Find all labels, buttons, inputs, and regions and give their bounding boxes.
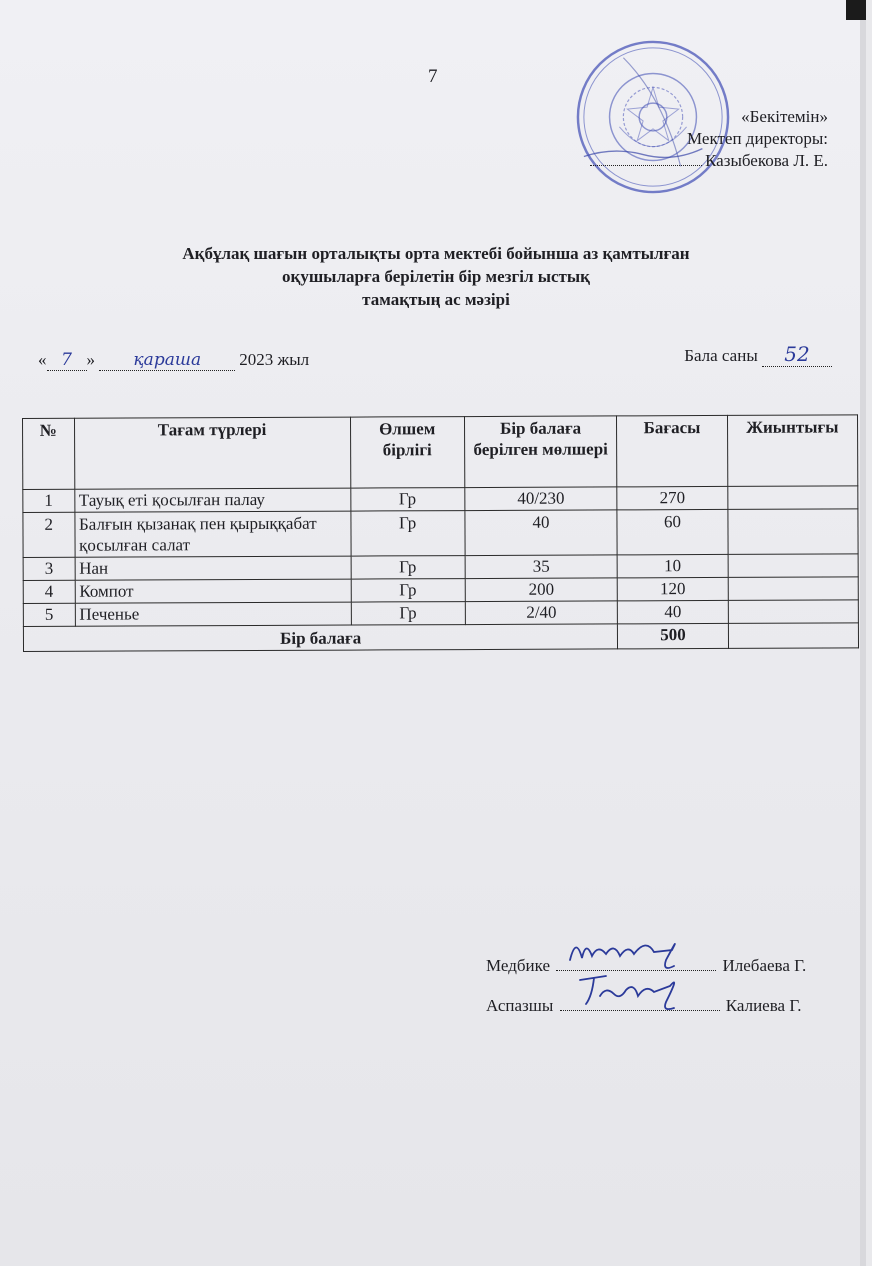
page-edge (860, 0, 866, 1266)
cell-num: 2 (23, 512, 75, 557)
cell-name: Балғын қызанақ пен қырыққабат қосылған салат (74, 511, 350, 557)
header-price: Бағасы (617, 415, 727, 486)
title-line-2: оқушыларға берілетін бір мезгіл ыстық (282, 267, 590, 286)
children-count-label: Бала саны (684, 346, 758, 365)
date-year: 2023 жыл (239, 350, 310, 369)
cell-name: Печенье (75, 602, 351, 626)
cell-price: 120 (618, 577, 728, 600)
cell-name: Нан (75, 556, 351, 580)
summary-label: Бір балаға (23, 624, 617, 652)
date-line (38, 350, 309, 371)
cook-signature-field (560, 996, 720, 1011)
approval-block (590, 106, 828, 172)
cook-name: Калиева Г. (725, 996, 802, 1015)
cell-price: 270 (617, 486, 727, 509)
director-signature-line (590, 165, 702, 166)
cell-total (728, 554, 859, 578)
header-name: Тағам түрлері (74, 417, 350, 489)
menu-table (22, 414, 859, 652)
approval-position: Мектеп директоры: (687, 129, 828, 148)
cell-amount: 200 (465, 578, 618, 602)
summary-price: 500 (618, 623, 728, 648)
nurse-signature-icon (562, 930, 702, 974)
cell-num: 4 (23, 580, 75, 603)
nurse-role: Медбике (486, 956, 550, 975)
cell-unit: Гр (350, 511, 464, 556)
page-corner-shadow (846, 0, 866, 20)
page-number: 7 (428, 66, 438, 87)
cell-price: 10 (617, 554, 727, 577)
cell-unit: Гр (350, 488, 464, 511)
cell-total (728, 577, 859, 601)
cell-amount: 40 (465, 510, 618, 556)
cell-amount: 40/230 (465, 487, 618, 511)
nurse-signature-field (556, 956, 716, 971)
cell-num: 1 (23, 489, 75, 512)
date-month: қараша (99, 350, 235, 371)
cell-unit: Гр (351, 602, 465, 625)
header-total: Жиынтығы (727, 415, 858, 487)
cook-role: Аспазшы (486, 996, 554, 1015)
date-close-quote: » (86, 350, 95, 369)
children-count (684, 342, 832, 367)
date-day: 7 (47, 350, 87, 371)
nurse-name: Илебаева Г. (722, 956, 807, 975)
header-amount: Бір балаға берілген мөлшері (464, 416, 617, 488)
cell-unit: Гр (351, 579, 465, 602)
cell-name: Тауық еті қосылған палау (74, 488, 350, 512)
director-name: Казыбекова Л. Е. (705, 151, 828, 170)
cell-amount: 2/40 (465, 601, 618, 625)
document-title (0, 242, 872, 311)
table-summary-row (23, 623, 858, 652)
cell-name: Компот (75, 579, 351, 603)
cell-unit: Гр (351, 556, 465, 579)
summary-total (728, 623, 859, 649)
cell-total (727, 509, 858, 555)
cell-price: 40 (618, 600, 728, 623)
cell-total (727, 486, 858, 510)
approval-label: «Бекітемін» (741, 107, 828, 126)
date-open-quote: « (38, 350, 47, 369)
cook-signature-icon (566, 970, 706, 1014)
table-row (23, 509, 858, 558)
header-num: № (23, 418, 75, 489)
title-line-1: Ақбұлақ шағын орталықты орта мектебі бойынша аз қамтылған (182, 244, 690, 263)
title-line-3: тамақтың ас мәзірі (362, 290, 510, 309)
cell-num: 3 (23, 557, 75, 580)
children-count-value: 52 (762, 342, 832, 367)
cell-num: 5 (23, 603, 75, 626)
cell-amount: 35 (465, 555, 618, 579)
cook-signature-line (486, 996, 801, 1016)
approval-signature-line (590, 150, 828, 172)
table-header-row (23, 415, 858, 490)
header-unit: Өлшем бірлігі (350, 417, 465, 488)
cell-price: 60 (617, 509, 727, 554)
cell-total (728, 600, 859, 624)
